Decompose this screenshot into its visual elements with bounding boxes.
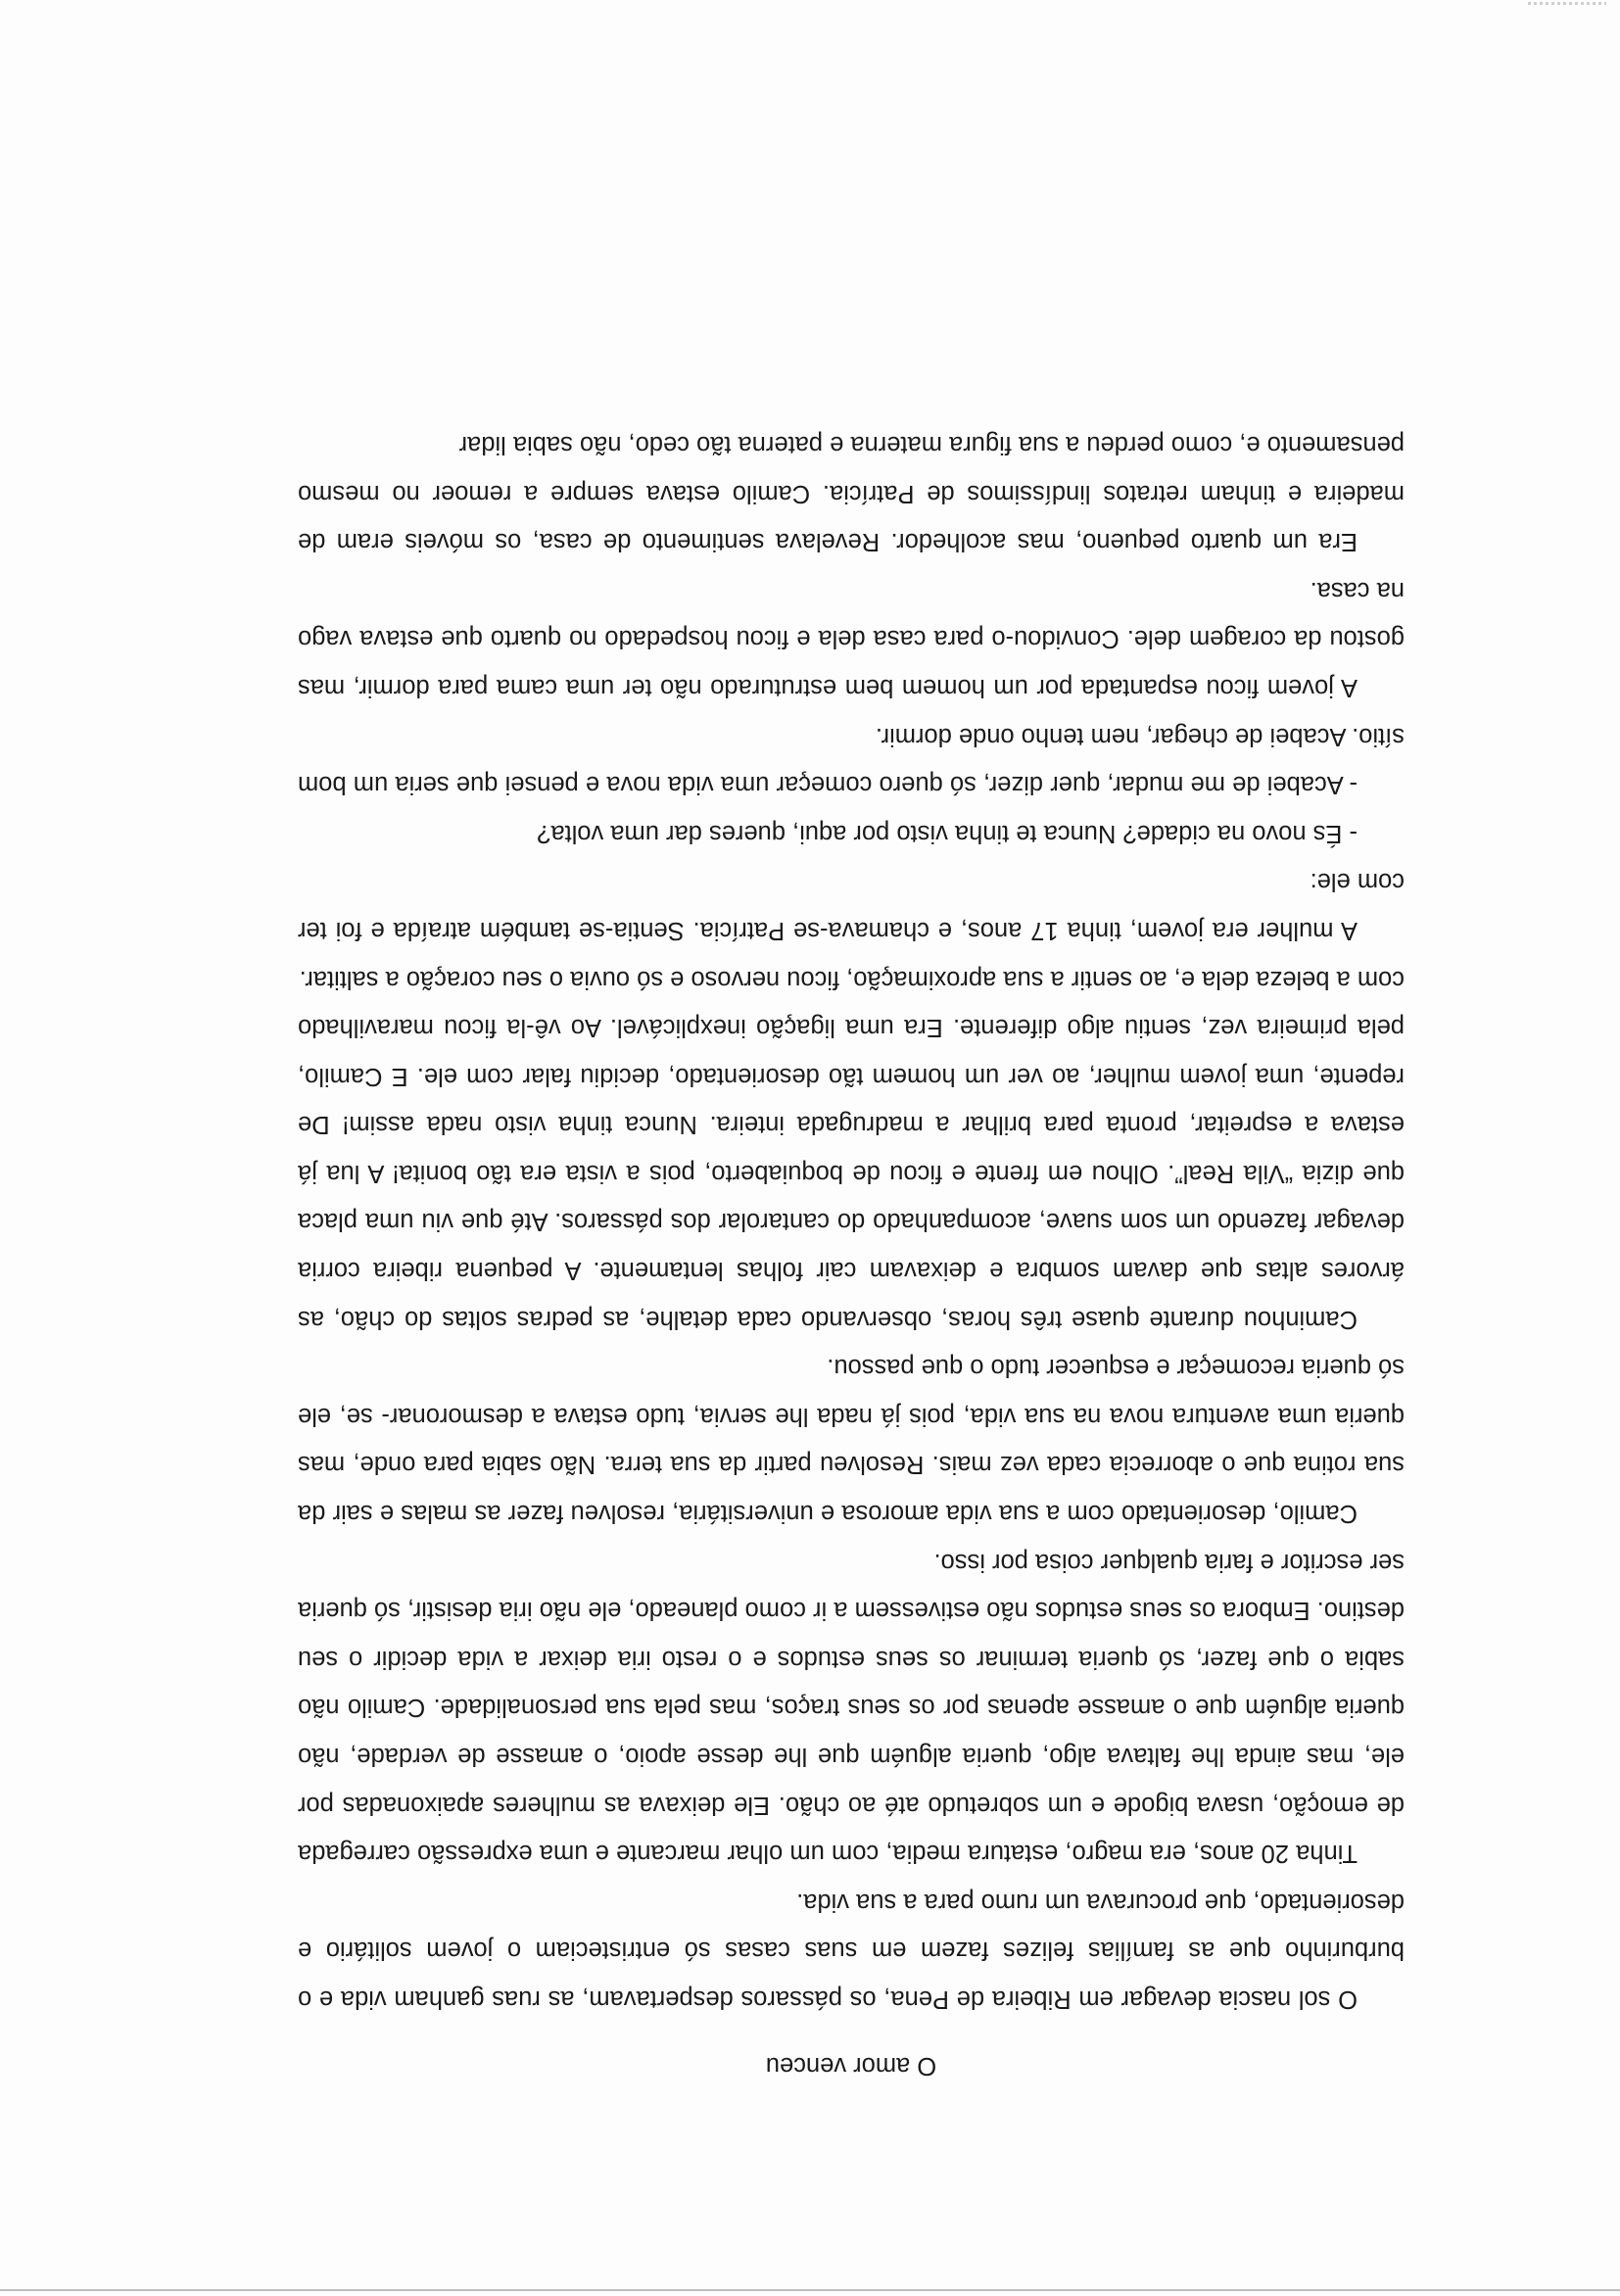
paragraph: O sol nascia devagar em Ribeira de Pena, os pássaros despertavam, as ruas ganham vida e o burburinho que as famílias felizes fazem em suas casas só entristeciam o jovem solitário e desorientado, que procurava um rumo para a sua vida.: [298, 1888, 1405, 2013]
paragraph: Era um quarto pequeno, mas acolhedor. Revelava sentimento de casa, os móveis eram de madeira e tinham retratos lindíssimos de Patrícia. Camilo estava sempre a remoer no mesmo pensamento e, como perdeu a sua figura materna e paterna tão cedo, não sabia lidar: [298, 431, 1405, 556]
paragraph: Camilo, desorientado com a sua vida amorosa e universitária, resolveu fazer as malas e sair da sua rotina que o aborrecia cada vez mais. Resolveu partir da sua terra. Não sabia para onde, mas queria uma aventura nova na sua vida, pois já nada lhe servia, tudo estava a desmoronar- se, ele só queria recomeçar e esquecer tudo o que passou.: [298, 1354, 1405, 1528]
paragraph: Caminhou durante quase três horas, observando cada detalhe, as pedras soltas do chão, as árvores altas que davam sombra e deixavam cair folhas lentamente. A pequena ribeira corria devagar fazendo um som suave, acompanhado do cantarolar dos pássaros. Até que viu uma placa que dizia “Vila Real”. Olhou em frente e ficou de boquiaberto, pois a vista era tão bonita! A lua já estava a espreitar, pronta para brilhar a madrugada inteira. Nunca tinha visto nada assim! De repente, uma jovem mulher, ao ver um homem tão desorientado, decidiu falar com ele. E Camilo, pela primeira vez, sentiu algo diferente. Era uma ligação inexplicável. Ao vê-la ficou maravilhado com a beleza dela e, ao sentir a sua aproximação, ficou nervoso e só ouvia o seu coração a saltitar.: [298, 965, 1405, 1333]
paragraph: Tinha 20 anos, era magro, estatura media, com um olhar marcante e uma expressão carregada de emoção, usava bigode e um sobretudo até ao chão. Ele deixava as mulheres apaixonadas por ele, mas ainda lhe faltava algo, queria alguém que lhe desse apoio, o amasse de verdade, não queria alguém que o amasse apenas por os seus traços, mas pela sua personalidade. Camilo não sabia o que fazer, só queria terminar os seus estudos e o resto iria deixar a vida decidir o seu destino. Embora os seus estudos não estivessem a ir como planeado, ele não iria desistir, só queria ser escritor e faria qualquer coisa por isso.: [298, 1548, 1405, 1868]
paragraph: A mulher era jovem, tinha 17 anos, e chamava-se Patrícia. Sentia-se também atraída e foi ter com ele:: [298, 868, 1405, 944]
scan-edge-line: [0, 2289, 1620, 2291]
document-title: O amor venceu: [765, 2052, 937, 2080]
scan-artifact: [1528, 2, 1606, 5]
paragraph: A jovem ficou espantada por um homem bem estruturado não ter uma cama para dormir, mas gostou da coragem dele. Convidou-o para casa dela e ficou hospedado no quarto que estava vago na casa.: [298, 576, 1405, 701]
dialogue-line: - Acabei de me mudar, quer dizer, só quero começar uma vida nova e pensei que seria um bom sítio. Acabei de chegar, nem tenho onde dormir.: [298, 722, 1405, 799]
document-body: [298, 419, 1405, 2085]
dialogue-line: - És novo na cidade? Nunca te tinha visto por aqui, queres dar uma volta?: [537, 819, 1358, 847]
